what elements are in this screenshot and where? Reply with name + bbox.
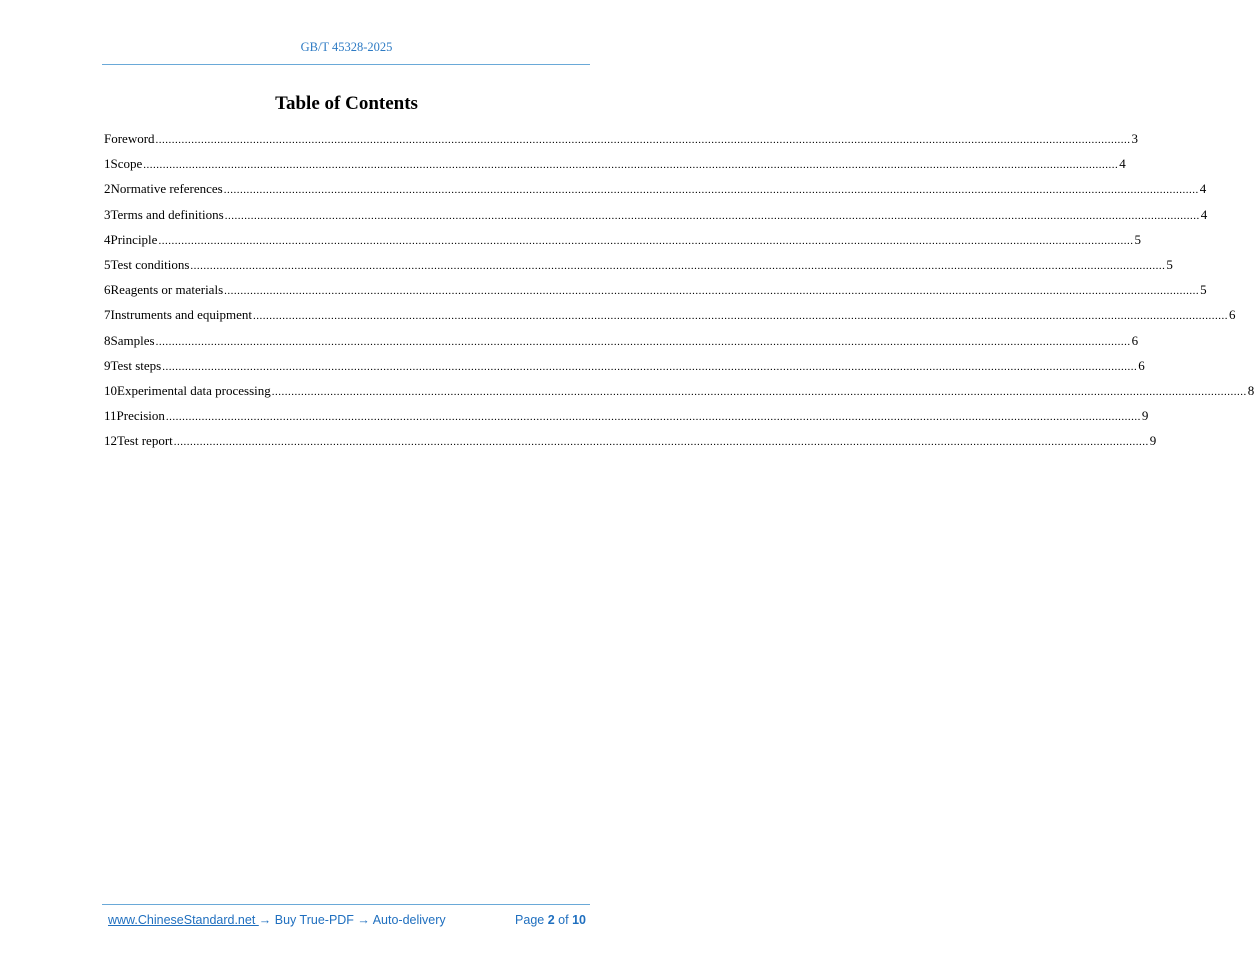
toc-entry-page: 5: [1200, 282, 1207, 298]
footer-promo-text: → Buy True-PDF → Auto-delivery: [258, 913, 446, 927]
toc-entry-number: 6: [104, 282, 111, 298]
toc-entry[interactable]: [104, 357, 1145, 382]
toc-entry-number: 11: [104, 408, 117, 424]
toc-entry-number: 4: [104, 231, 111, 247]
toc-entry[interactable]: [104, 306, 1236, 331]
toc-entry-page: 6: [1138, 357, 1145, 373]
toc-dot-leader: ............................................................................................................................................................................................................................................................................................................: [162, 360, 1138, 373]
toc-entry[interactable]: [104, 130, 1139, 155]
site-link[interactable]: www.ChineseStandard.net: [108, 913, 259, 927]
toc-dot-leader: ............................................................................................................................................................................................................................................................................................................: [155, 335, 1131, 348]
toc-entry-title: Principle: [110, 231, 158, 247]
toc-entry-page: 4: [1199, 181, 1207, 197]
toc-dot-leader: ............................................................................................................................................................................................................................................................................................................: [155, 134, 1131, 146]
toc-entry-page: 4: [1119, 156, 1126, 172]
toc-entry[interactable]: [104, 180, 1207, 205]
toc-entry[interactable]: [104, 155, 1126, 180]
toc-entry-title: Terms and definitions: [110, 206, 224, 222]
toc-dot-leader: ............................................................................................................................................................................................................................................................................................................: [158, 234, 1134, 247]
page-current: 2: [547, 913, 555, 927]
toc-entry-page: 5: [1134, 231, 1141, 247]
toc-dot-leader: ............................................................................................................................................................................................................................................................................................................: [223, 184, 1199, 197]
toc-entry[interactable]: [104, 256, 1173, 281]
page-of: of: [558, 913, 569, 927]
toc-entry-page: 5: [1166, 256, 1173, 272]
toc-entry-number: 3: [104, 206, 111, 222]
toc-entry-page: 3: [1131, 131, 1139, 146]
toc-entry-title: Test conditions: [110, 256, 190, 272]
toc-entry-number: 1: [104, 156, 111, 172]
toc-entry[interactable]: [104, 206, 1208, 231]
toc-entry-title: Test report: [117, 433, 173, 449]
toc-entry-title: Experimental data processing: [117, 382, 271, 398]
toc-entry-title: Precision: [116, 408, 165, 424]
toc-entry-page: 6: [1131, 332, 1139, 348]
toc-entry-page: 4: [1200, 206, 1208, 222]
toc-dot-leader: ............................................................................................................................................................................................................................................................................................................: [253, 310, 1229, 323]
toc-entry-title: Foreword: [104, 131, 155, 146]
toc-entry-title: Reagents or materials: [110, 282, 224, 298]
toc-entry[interactable]: [104, 382, 1254, 407]
toc-entry-number: 7: [104, 307, 111, 323]
toc-entry-number: 2: [104, 181, 111, 197]
toc-entry-page: 9: [1141, 408, 1149, 424]
footer-rule: [102, 904, 590, 905]
header-rule: [102, 64, 590, 65]
toc-entry-title: Scope: [110, 156, 143, 172]
toc-entry[interactable]: [104, 432, 1157, 457]
toc-entry[interactable]: [104, 281, 1207, 306]
toc-entry-number: 10: [104, 382, 117, 398]
toc-entry-page: 9: [1149, 433, 1157, 449]
toc-list: [104, 130, 1254, 457]
toc-entry-number: 12: [104, 433, 117, 449]
toc-entry[interactable]: [104, 231, 1141, 256]
toc-entry-number: 9: [104, 357, 111, 373]
toc-title: Table of Contents: [275, 93, 418, 114]
header-doc-id: GB/T 45328-2025: [300, 40, 393, 54]
toc-entry-title: Samples: [110, 332, 155, 348]
toc-entry[interactable]: [104, 407, 1149, 432]
toc-entry-number: 8: [104, 332, 111, 348]
toc-entry-title: Normative references: [110, 181, 223, 197]
page-label: Page: [515, 913, 545, 927]
toc-dot-leader: ............................................................................................................................................................................................................................................................................................................: [224, 285, 1200, 298]
toc-dot-leader: ............................................................................................................................................................................................................................................................................................................: [165, 411, 1141, 424]
toc-dot-leader: ............................................................................................................................................................................................................................................................................................................: [224, 209, 1200, 222]
toc-entry-title: Instruments and equipment: [110, 307, 253, 323]
toc-entry[interactable]: [104, 332, 1139, 357]
footer-promo: [108, 913, 446, 927]
toc-entry-title: Test steps: [110, 357, 162, 373]
toc-entry-page: 8: [1247, 382, 1254, 398]
toc-dot-leader: ............................................................................................................................................................................................................................................................................................................: [190, 259, 1166, 272]
toc-entry-number: 5: [104, 256, 111, 272]
toc-dot-leader: ............................................................................................................................................................................................................................................................................................................: [143, 159, 1119, 172]
page-total: 10: [572, 913, 586, 927]
page-indicator: [515, 913, 586, 927]
toc-dot-leader: ............................................................................................................................................................................................................................................................................................................: [173, 436, 1149, 449]
toc-entry-page: 6: [1229, 307, 1236, 323]
footer: [108, 913, 586, 927]
toc-dot-leader: ............................................................................................................................................................................................................................................................................................................: [271, 385, 1247, 398]
